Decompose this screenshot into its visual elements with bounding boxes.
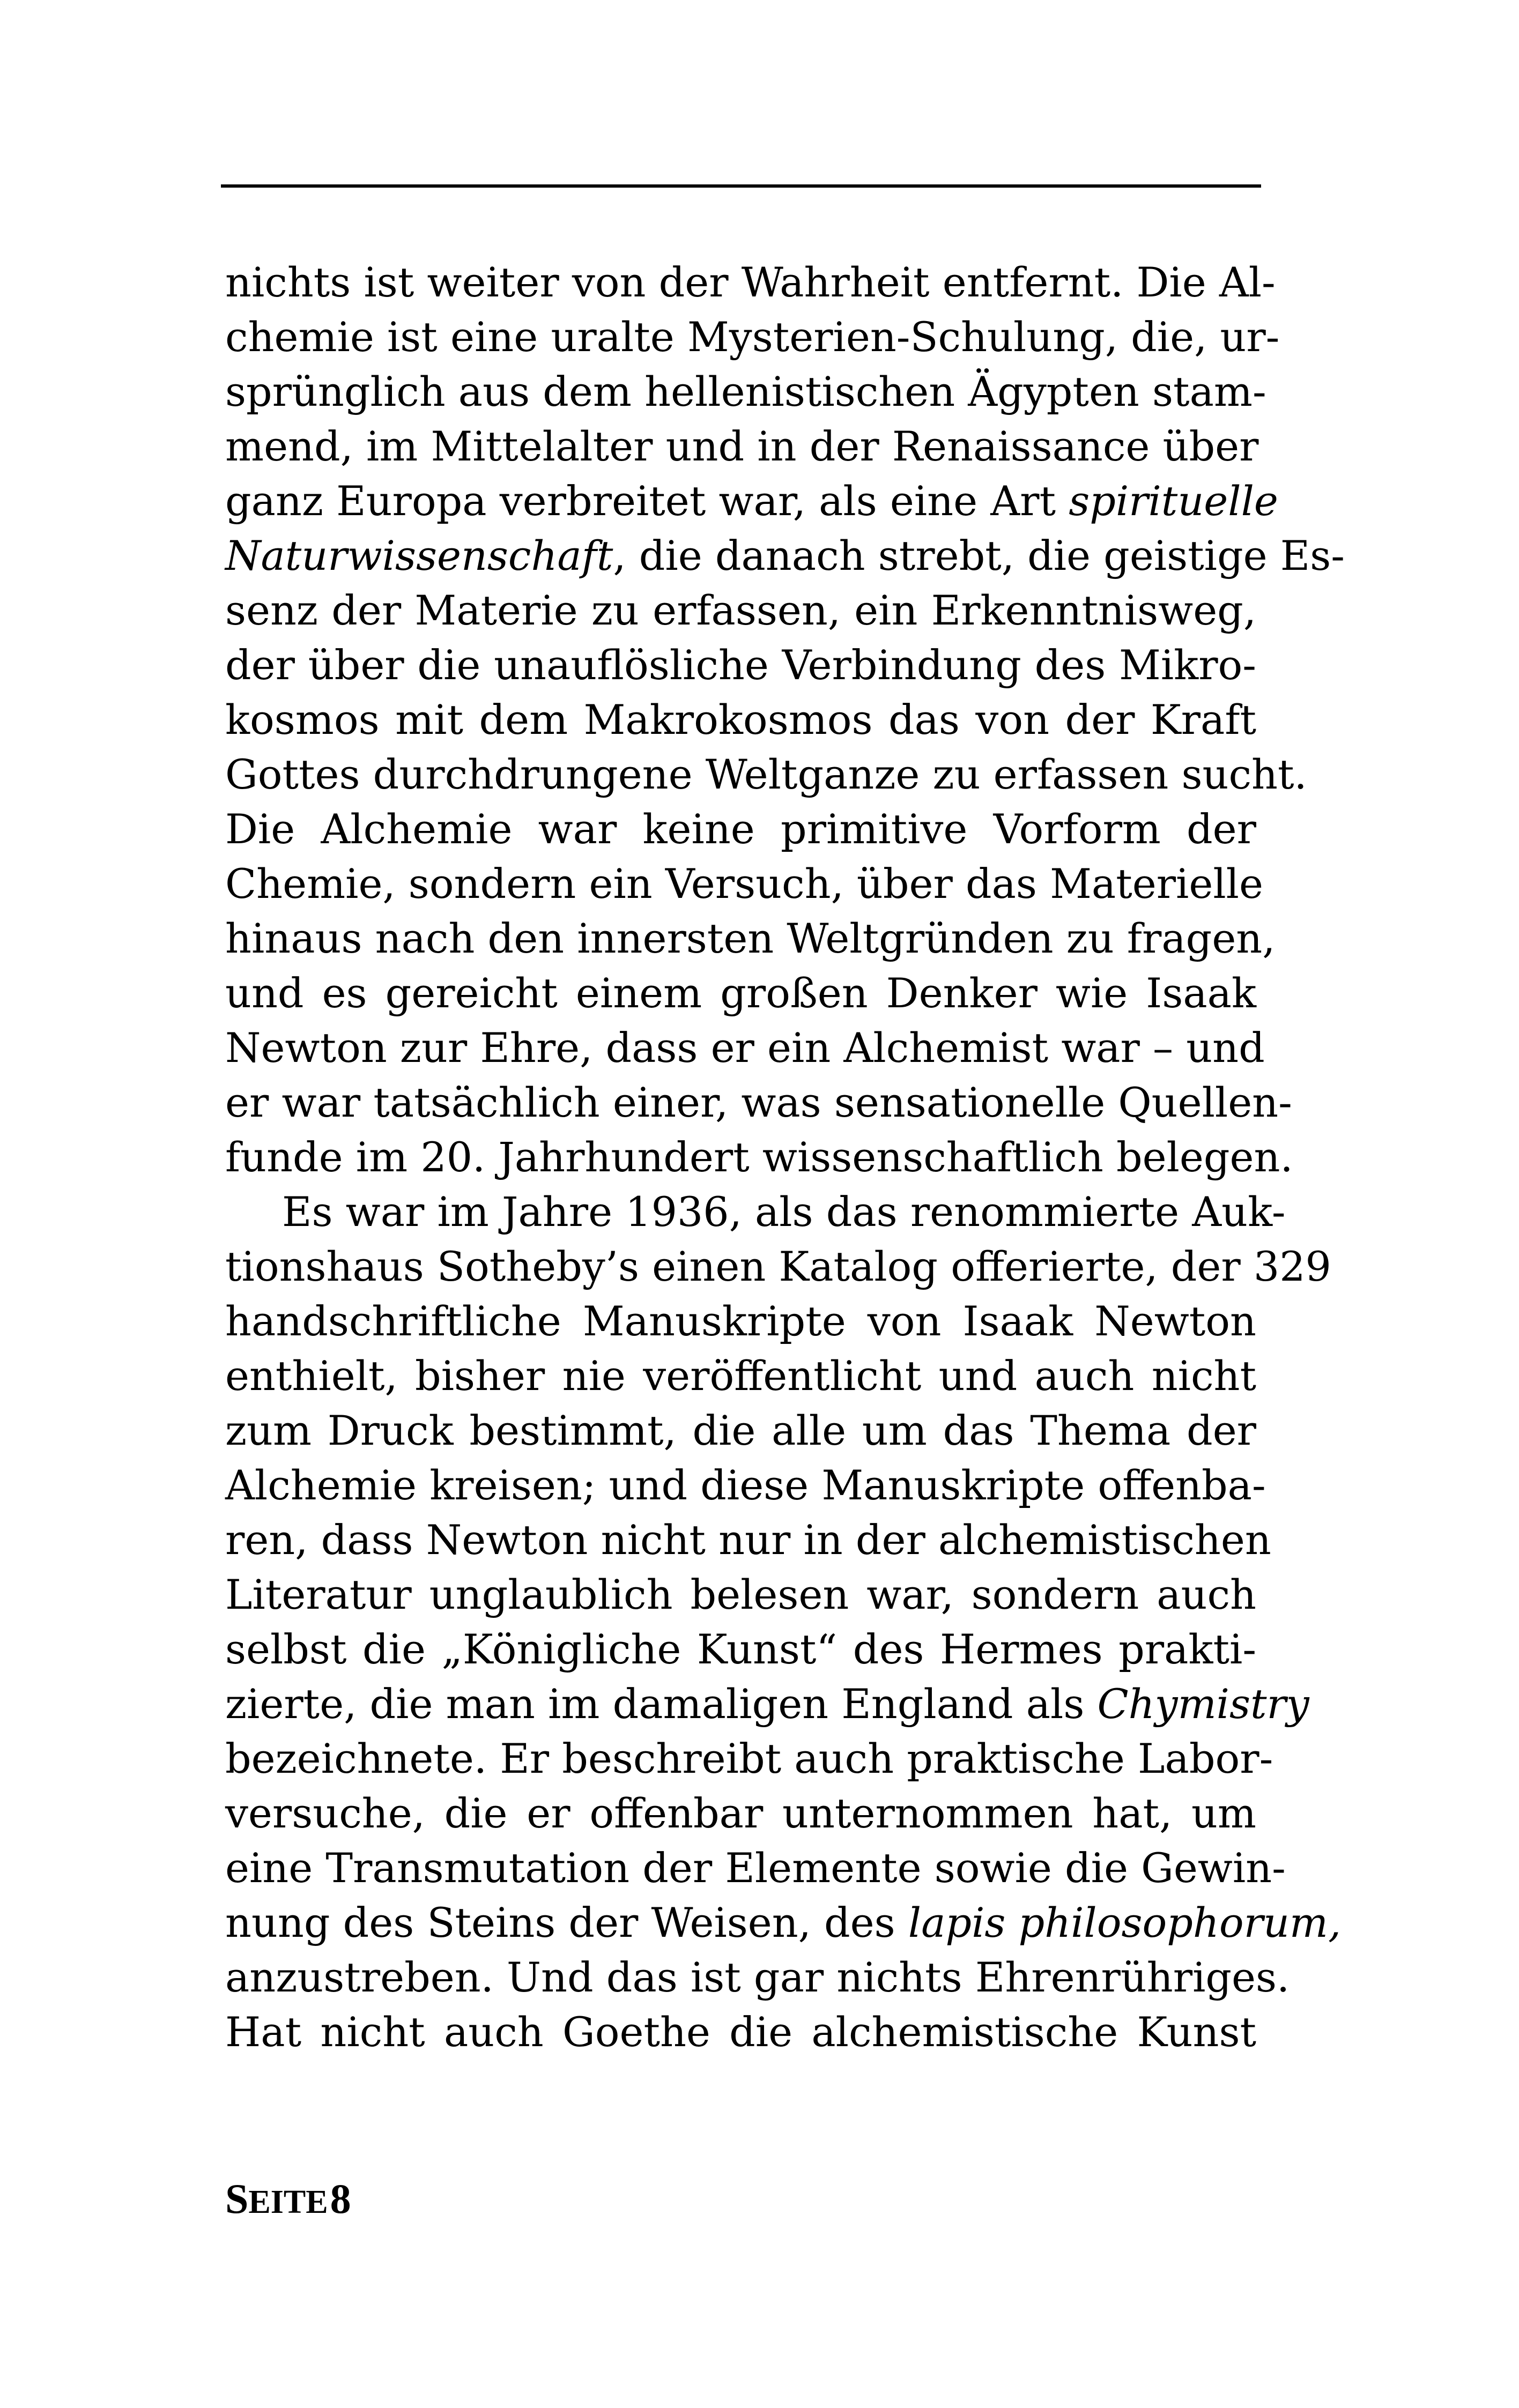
italic-term: spirituelle — [1069, 477, 1278, 525]
text-line: enthielt, bisher nie veröffentlicht und auch nicht — [225, 1352, 1256, 1400]
folio-initial: S — [225, 2175, 249, 2222]
text-line: nichts ist weiter von der Wahrheit entfernt. Die Al- — [225, 258, 1276, 306]
text-line: handschriftliche Manuskripte von Isaak Newton — [225, 1297, 1256, 1345]
text-line: Hat nicht auch Goethe die alchemistische Kunst — [225, 2008, 1256, 2056]
text-line: ren, dass Newton nicht nur in der alchemistischen — [225, 1516, 1271, 1564]
body-text — [225, 255, 1345, 2060]
text-line: Es war im Jahre 1936, als das renommierte Auk- — [282, 1188, 1286, 1236]
text-line: sprünglich aus dem hellenistischen Ägypten stam- — [225, 368, 1266, 415]
text-line: tionshaus Sotheby’s einen Katalog offerierte, der 329 — [225, 1243, 1331, 1290]
text-line: Alchemie kreisen; und diese Manuskripte offenba- — [225, 1461, 1266, 1509]
text-line: Chemie, sondern ein Versuch, über das Materielle — [225, 860, 1263, 908]
text-line: Gottes durchdrungene Weltganze zu erfassen sucht. — [225, 750, 1307, 798]
text-segment: nung des Steins der Weisen, des — [225, 1899, 895, 1946]
text-line: Die Alchemie war keine primitive Vorform der — [225, 805, 1256, 853]
text-line: funde im 20. Jahrhundert wissenschaftlich belegen. — [225, 1133, 1293, 1181]
text-line: mend, im Mittelalter und in der Renaissance über — [225, 422, 1259, 470]
text-line: kosmos mit dem Makrokosmos das von der Kraft — [225, 696, 1256, 744]
text-line — [225, 529, 1345, 583]
text-segment: ganz Europa verbreitet war, als eine Art — [225, 477, 1056, 525]
text-line: senz der Materie zu erfassen, ein Erkenntnisweg, — [225, 586, 1256, 634]
page-number — [225, 2175, 351, 2223]
italic-term: Chymistry — [1097, 1680, 1309, 1728]
folio-number: 8 — [330, 2175, 351, 2222]
header-rule — [221, 184, 1261, 188]
text-line: anzustreben. Und das ist gar nichts Ehrenrühriges. — [225, 1953, 1290, 2001]
text-line: eine Transmutation der Elemente sowie die Gewin- — [225, 1844, 1286, 1892]
text-segment: , die danach strebt, die geistige Es- — [613, 532, 1345, 579]
text-line: und es gereicht einem großen Denker wie Isaak — [225, 969, 1256, 1017]
text-line: Newton zur Ehre, dass er ein Alchemist war – und — [225, 1024, 1265, 1072]
italic-term: Naturwissenschaft — [225, 532, 613, 579]
text-line: hinaus nach den innersten Weltgründen zu fragen, — [225, 915, 1276, 962]
text-line — [225, 474, 1278, 529]
text-line: bezeichnete. Er beschreibt auch praktische Labor- — [225, 1735, 1273, 1782]
text-line: chemie ist eine uralte Mysterien-Schulung, die, ur- — [225, 313, 1280, 361]
italic-term: lapis philosophorum, — [908, 1899, 1342, 1946]
text-line: versuche, die er offenbar unternommen hat, um — [225, 1789, 1256, 1837]
text-line: zum Druck bestimmt, die alle um das Thema der — [225, 1407, 1256, 1454]
text-line: er war tatsächlich einer, was sensationelle Quellen- — [225, 1079, 1292, 1126]
text-line: selbst die „Königliche Kunst“ des Hermes prakti- — [225, 1625, 1256, 1673]
folio-label: EITE — [248, 2184, 328, 2220]
text-line — [225, 1896, 1342, 1950]
text-line: der über die unauflösliche Verbindung des Mikro- — [225, 641, 1256, 689]
text-segment: zierte, die man im damaligen England als — [225, 1680, 1085, 1728]
text-line: Literatur unglaublich belesen war, sondern auch — [225, 1571, 1256, 1618]
text-line — [225, 1677, 1309, 1731]
